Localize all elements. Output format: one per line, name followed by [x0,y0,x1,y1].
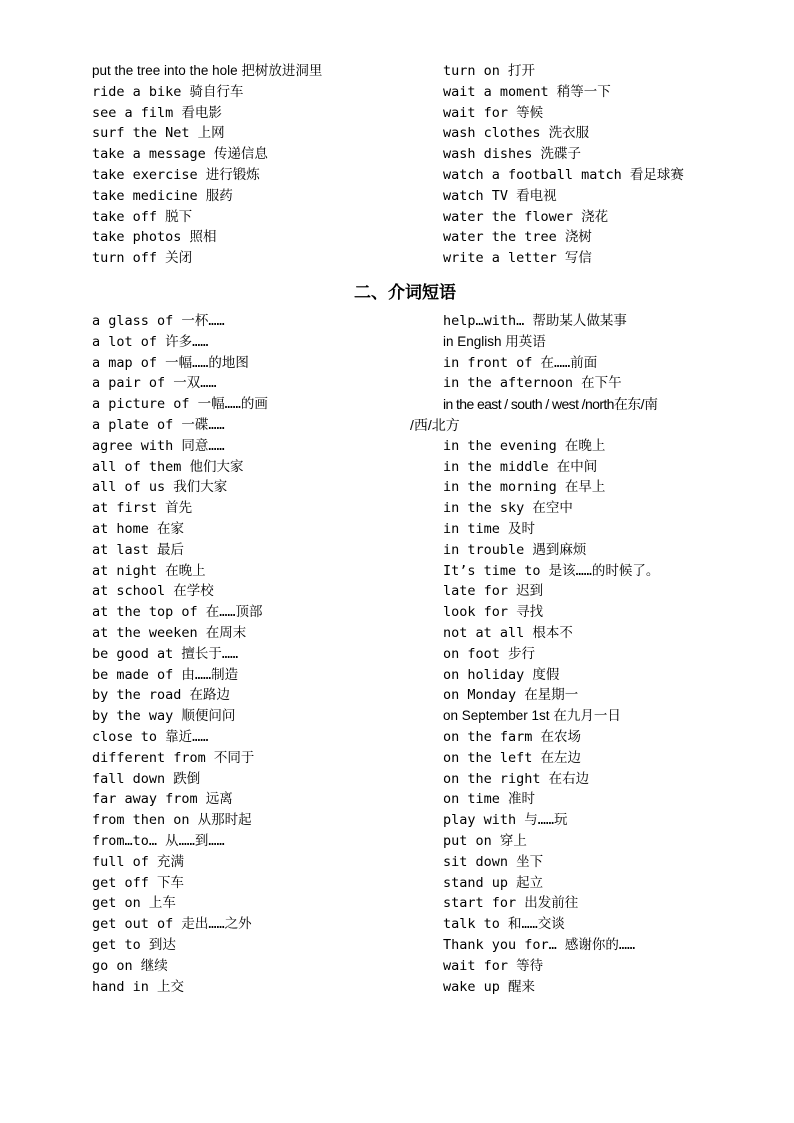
phrase-item: close to 靠近…… [92,728,209,745]
phrase-item: go on 继续 [92,957,168,974]
phrase-item: by the way 顺便问问 [92,708,236,725]
phrase-item: get to 到达 [92,936,176,953]
phrase-item: in trouble 遇到麻烦 [443,541,587,558]
phrase-item: at last 最后 [92,541,185,558]
phrase-item: take medicine 服药 [92,187,233,204]
phrase-item: a picture of 一幅……的画 [92,396,268,413]
phrase-item: wake up 醒来 [443,978,536,995]
phrase-item: get on 上车 [92,895,176,912]
phrase-item: wash dishes 洗碟子 [443,146,582,163]
phrase-item: at the top of 在……顶部 [92,604,263,621]
phrase-item: from…to… 从……到…… [92,832,225,849]
phrase-item: from then on 从那时起 [92,812,252,829]
phrase-item: take photos 照相 [92,229,217,246]
phrase-item: ride a bike 骑自行车 [92,83,244,100]
phrase-item: It’s time to 是该……的时候了。 [443,562,660,579]
phrase-item: on holiday 度假 [443,666,560,683]
phrase-item: take off 脱下 [92,208,193,225]
phrase-item: at the weeken 在周末 [92,624,247,641]
phrase-item: on Monday 在星期一 [443,687,579,704]
phrase-item: at first 首先 [92,500,193,517]
phrase-item: be good at 擅长于…… [92,645,239,662]
phrase-item: start for 出发前往 [443,895,579,912]
phrase-item: get off 下车 [92,874,185,891]
phrase-item [443,415,773,436]
phrase-item: on the farm 在农场 [443,728,582,745]
phrase-item: watch TV 看电视 [443,187,557,204]
phrase-item: surf the Net 上网 [92,125,225,142]
phrase-item: get out of 走出……之外 [92,916,252,933]
phrase-item: a lot of 许多…… [92,333,209,350]
phrase-list-2-right [443,311,773,997]
section-heading [0,278,794,303]
phrase-item: write a letter 写信 [443,250,592,267]
phrase-item: in the evening 在晚上 [443,437,606,454]
phrase-list-2-left [92,311,422,997]
phrase-item: be made of 由……制造 [92,666,239,683]
phrase-item: in English 用英语 [443,333,546,349]
phrase-item: a plate of 一碟…… [92,416,225,433]
phrase-item: by the road 在路边 [92,687,231,704]
phrase-item: on the left 在左边 [443,749,582,766]
phrase-item: sit down 坐下 [443,853,544,870]
phrase-list-1-left [92,61,422,269]
phrase-item: on time 准时 [443,791,536,808]
section-heading-text: 二、介词短语 [354,283,456,303]
phrase-item: full of 充满 [92,853,185,870]
phrase-item: Thank you for… 感谢你的…… [443,936,636,953]
phrase-list-1-right [443,61,773,269]
phrase-item: play with 与……玩 [443,812,568,829]
phrase-item: turn on 打开 [443,63,536,79]
phrase-item: late for 迟到 [443,583,544,600]
phrase-item: fall down 跌倒 [92,770,201,787]
phrase-item: take a message 传递信息 [92,146,268,163]
phrase-item: wait for 等待 [443,957,544,974]
phrase-item: watch a football match 看足球赛 [443,166,684,183]
phrase-item: wait for 等候 [443,104,544,121]
phrase-item: all of us 我们大家 [92,479,228,496]
phrase-item: in front of 在……前面 [443,354,598,371]
phrase-item: wash clothes 洗衣服 [443,125,590,142]
phrase-item: at night 在晚上 [92,562,206,579]
phrase-item: a glass of 一杯…… [92,313,225,329]
phrase-item: help…with… 帮助某人做某事 [443,313,627,329]
phrase-continuation: /西/北方 [410,417,460,433]
phrase-item: in the afternoon 在下午 [443,375,622,392]
phrase-item: look for 寻找 [443,604,544,621]
phrase-item: talk to 和……交谈 [443,916,565,933]
phrase-item: on September 1st 在九月一日 [443,708,621,724]
phrase-item: in time 及时 [443,520,536,537]
phrase-item: on the right 在右边 [443,770,590,787]
phrase-item: take exercise 进行锻炼 [92,166,260,183]
phrase-item: hand in 上交 [92,978,185,995]
phrase-item: not at all 根本不 [443,624,573,641]
phrase-item: put the tree into the hole 把树放进洞里 [92,63,323,78]
phrase-item: at home 在家 [92,520,185,537]
phrase-item: different from 不同于 [92,749,255,766]
phrase-item: a map of 一幅……的地图 [92,354,249,371]
phrase-item: in the sky 在空中 [443,500,573,517]
phrase-item: put on 穿上 [443,832,527,849]
phrase-item: far away from 远离 [92,791,233,808]
phrase-item: in the morning 在早上 [443,479,606,496]
phrase-item: at school 在学校 [92,583,214,600]
phrase-item: on foot 步行 [443,645,536,662]
phrase-item: in the east / south / west /north在东/南 [443,396,658,413]
phrase-item: all of them 他们大家 [92,458,244,475]
phrase-item: stand up 起立 [443,874,544,891]
phrase-item: water the flower 浇花 [443,208,609,225]
phrase-item: agree with 同意…… [92,437,225,454]
phrase-item: in the middle 在中间 [443,458,598,475]
phrase-item: see a film 看电影 [92,104,222,121]
phrase-item: water the tree 浇树 [443,229,592,246]
phrase-item: turn off 关闭 [92,250,193,267]
phrase-item: wait a moment 稍等一下 [443,83,611,100]
phrase-item: a pair of 一双…… [92,375,217,392]
